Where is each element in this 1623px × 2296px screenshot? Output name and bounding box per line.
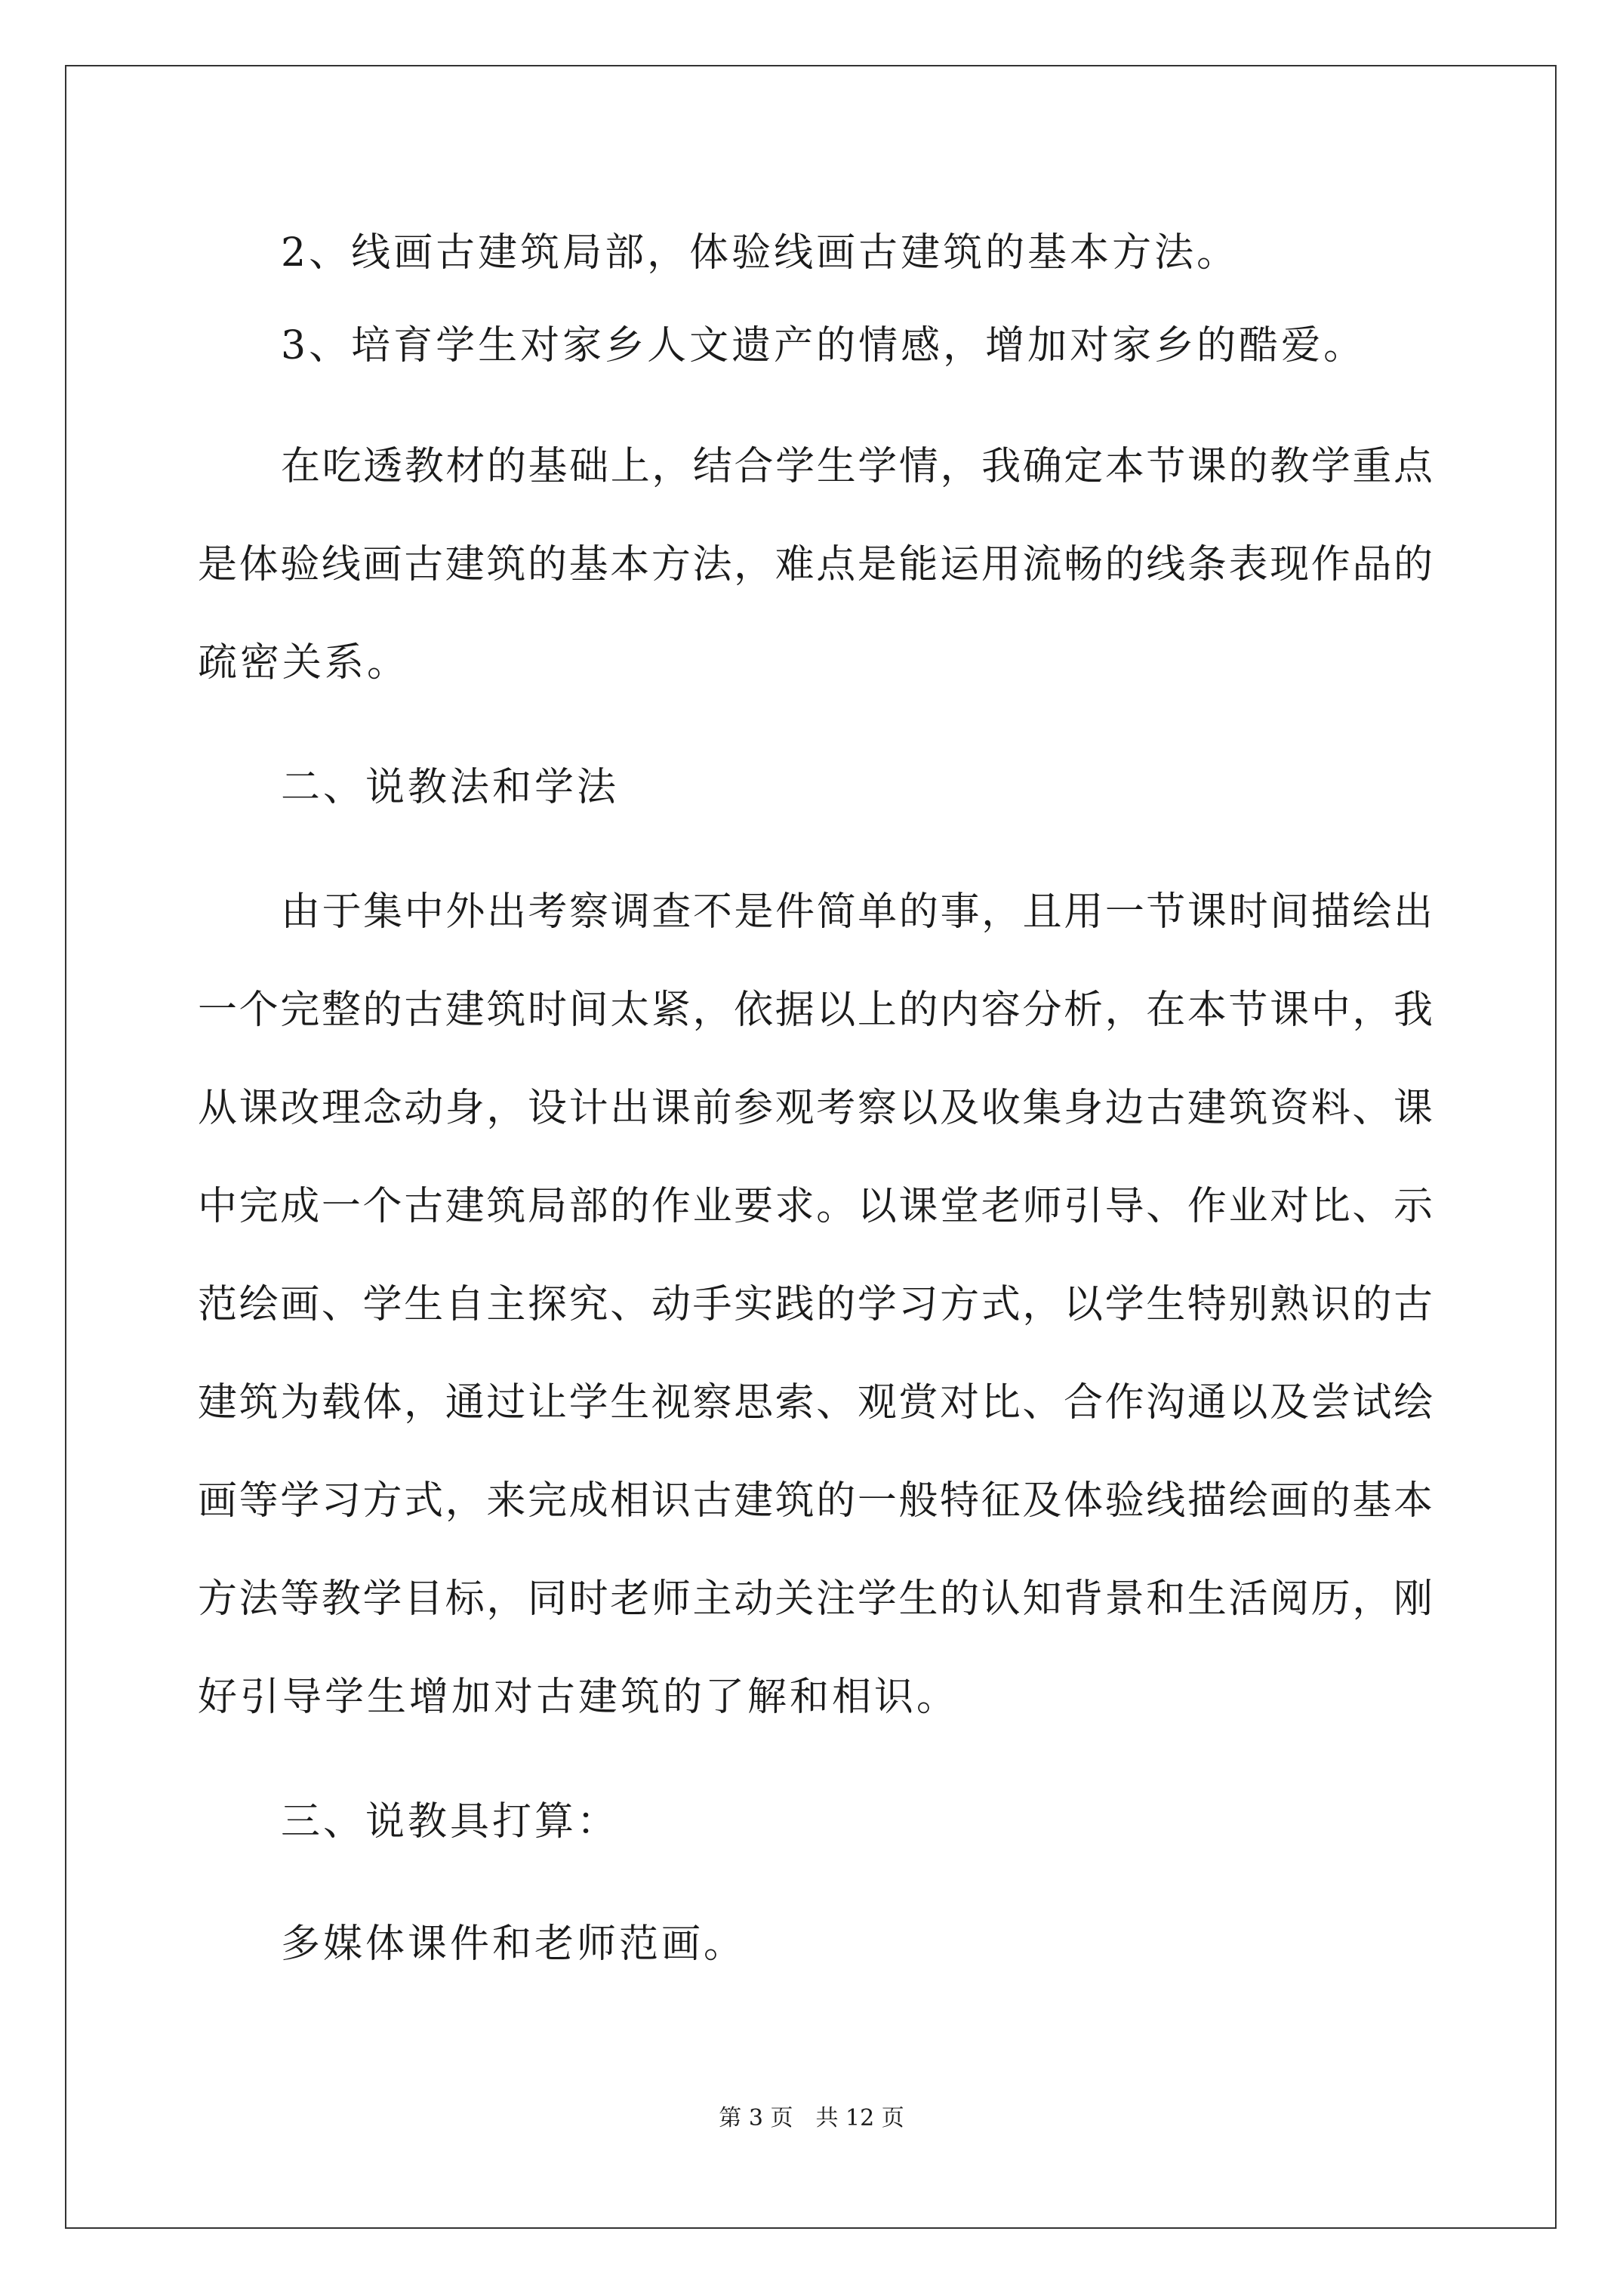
page-number-footer: 第 3 页 共 12 页 — [719, 2105, 904, 2131]
paragraph-key-points-line-1: 在吃透教材的基础上，结合学生学情，我确定本节课的教学重点 — [281, 444, 1433, 489]
paragraph-key-points-line-2: 是体验线画古建筑的基本方法，难点是能运用流畅的线条表现作品的 — [198, 542, 1433, 587]
section-heading-teaching-aids: 三、说教具打算： — [281, 1799, 620, 1845]
section-heading-methods: 二、说教法和学法 — [281, 765, 620, 810]
paragraph-methods-line-2: 一个完整的古建筑时间太紧，依据以上的内容分析，在本节课中，我 — [198, 988, 1433, 1033]
paragraph-key-points-line-3: 疏密关系。 — [198, 640, 410, 686]
paragraph-methods-line-6: 建筑为载体，通过让学生视察思索、观赏对比、合作沟通以及尝试绘 — [198, 1380, 1433, 1425]
paragraph-methods-line-8: 方法等教学目标，同时老师主动关注学生的认知背景和生活阅历，刚 — [198, 1576, 1433, 1622]
paragraph-methods-line-4: 中完成一个古建筑局部的作业要求。以课堂老师引导、作业对比、示 — [198, 1184, 1433, 1229]
paragraph-methods-line-9: 好引导学生增加对古建筑的了解和相识。 — [198, 1675, 959, 1720]
paragraph-methods-line-7: 画等学习方式，来完成相识古建筑的一般特征及体验线描绘画的基本 — [198, 1478, 1433, 1524]
paragraph-methods-line-1: 由于集中外出考察调查不是件简单的事，且用一节课时间描绘出 — [281, 889, 1433, 935]
paragraph-objective-2: 2、线画古建筑局部，体验线画古建筑的基本方法。 — [281, 230, 1240, 276]
page-border — [65, 65, 1557, 2229]
paragraph-methods-line-3: 从课改理念动身，设计出课前参观考察以及收集身边古建筑资料、课 — [198, 1086, 1433, 1131]
paragraph-methods-line-5: 范绘画、学生自主探究、动手实践的学习方式，以学生特别熟识的古 — [198, 1282, 1433, 1327]
paragraph-objective-3: 3、培育学生对家乡人文遗产的情感，增加对家乡的酷爱。 — [281, 323, 1366, 368]
paragraph-teaching-aids: 多媒体课件和老师范画。 — [281, 1922, 747, 1967]
